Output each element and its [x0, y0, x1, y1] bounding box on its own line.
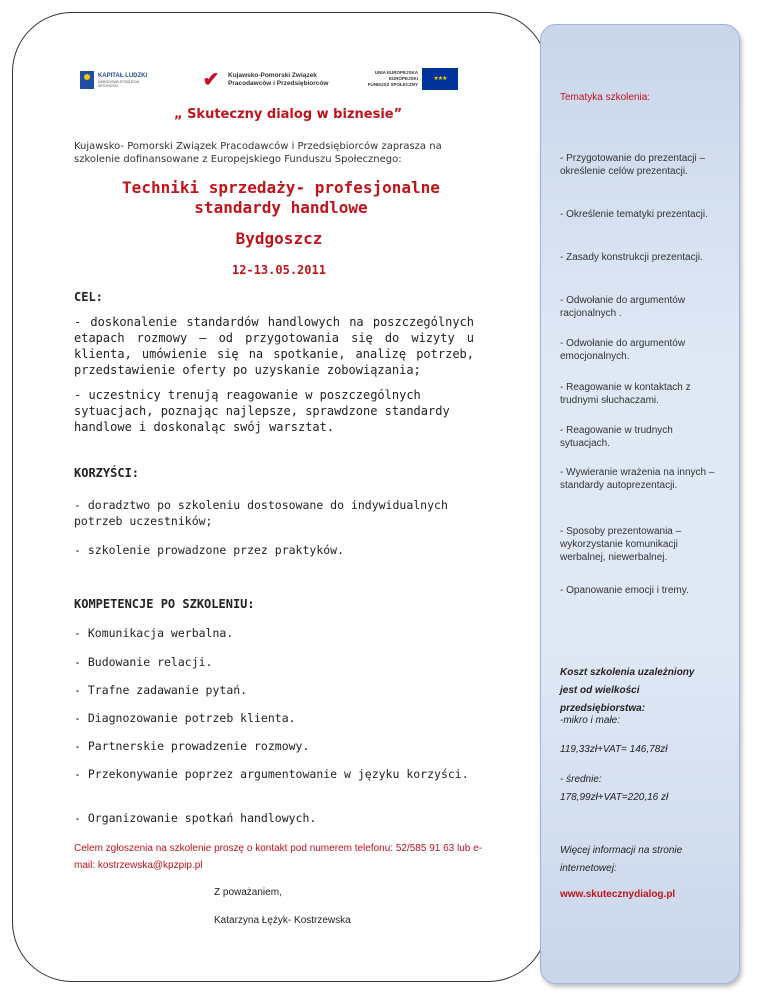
eu-logo	[366, 64, 460, 94]
regards: Z poważaniem,	[214, 887, 282, 898]
topic-item: - Odwołanie do argumentów emocjonalnych.	[560, 338, 686, 362]
kpzpip-text-line2: Pracodawców i Przedsiębiorców	[228, 80, 329, 87]
kompetencje-item: - Organizowanie spotkań handlowych.	[74, 811, 317, 825]
kapital-ludzki-text: KAPITAŁ LUDZKI	[97, 72, 148, 79]
cel-paragraph-1: - doskonalenie standardów handlowych na poszczególnych etapach rozmowy – od przygotowania się do wizyty u klienta, umówienie się na spotkanie, analizę potrzeb, przedstawienie oferty po uzyskanie zobowiązania;	[74, 315, 474, 377]
kompetencje-item: - Diagnozowanie potrzeb klienta.	[74, 711, 296, 725]
logo-bar	[80, 64, 460, 98]
korzysci-paragraph-2: - szkolenie prowadzone przez praktyków.	[74, 543, 345, 557]
training-date: 12-13.05.2011	[232, 263, 326, 277]
topic-item: - Określenie tematyki prezentacji.	[560, 209, 708, 220]
kpzpip-logo	[198, 64, 348, 96]
topic-item: - Opanowanie emocji i tremy.	[560, 585, 689, 596]
eu-text-line3: FUNDUSZ SPOŁECZNY	[367, 82, 418, 87]
korzysci-paragraph-1: - doradztwo po szkoleniu dostosowane do indywidualnych potrzeb uczestników;	[74, 498, 448, 528]
topic-item: - Przygotowanie do prezentacji – określenie celów prezentacji.	[560, 153, 706, 177]
kompetencje-item: - Trafne zadawanie pytań.	[74, 683, 248, 697]
kapital-ludzki-subtext: NARODOWA STRATEGIA SPÓJNOŚCI	[97, 79, 139, 88]
kompetencje-item: - Przekonywanie poprzez argumentowanie w języku korzyści.	[74, 767, 469, 781]
intro-text: Kujawsko- Pomorski Związek Pracodawców i Przedsiębiorców zaprasza na szkolenie dofinansowane z Europejskiego Funduszu Społecznego:	[74, 141, 442, 165]
more-info-text: Więcej informacji na stronie internetowej:	[560, 845, 683, 874]
training-city: Bydgoszcz	[235, 229, 323, 248]
cost-title: Koszt szkolenia uzależniony jest od wielkości przedsiębiorstwa:	[560, 667, 695, 714]
cel-paragraph-2: - uczestnicy trenują reagowanie w poszczególnych sytuacjach, poznając najlepsze, sprawdzone standardy handlowe i doskonaląc swój warsztat.	[74, 388, 450, 434]
kompetencje-item: - Partnerskie prowadzenie rozmowy.	[74, 739, 310, 753]
cel-heading: CEL:	[74, 290, 103, 304]
eu-logo-text	[366, 70, 418, 88]
kompetencje-item: - Budowanie relacji.	[74, 655, 213, 669]
topic-item: - Sposoby prezentowania – wykorzystanie komunikacji werbalnej, niewerbalnej.	[560, 526, 682, 563]
kpzpip-mark-icon: ✔	[202, 69, 220, 91]
cost-medium-label: - średnie:	[560, 774, 602, 785]
cost-small-value: 119,33zł+VAT= 146,78zł	[560, 744, 668, 755]
eu-flag-icon: ★★★	[422, 68, 458, 90]
topic-item: - Wywieranie wrażenia na innych – standardy autoprezentacji.	[560, 467, 715, 491]
kapital-ludzki-logo	[80, 66, 160, 94]
cost-medium-value: 178,99zł+VAT=220,16 zł	[560, 792, 669, 803]
sidebar-title: Tematyka szkolenia:	[560, 92, 651, 103]
website-link[interactable]: www.skutecznydialog.pl	[560, 889, 676, 900]
cost-small-label: -mikro i małe:	[560, 715, 621, 726]
topic-item: - Reagowanie w trudnych sytuacjach.	[560, 425, 673, 449]
topic-item: - Odwołanie do argumentów racjonalnych .	[560, 295, 686, 319]
kompetencje-item: - Komunikacja werbalna.	[74, 626, 234, 640]
topic-item: - Zasady konstrukcji prezentacji.	[560, 252, 703, 263]
topic-item: - Reagowanie w kontaktach z trudnymi słuchaczami.	[560, 382, 691, 406]
eu-text-line1: UNIA EUROPEJSKA	[374, 70, 418, 75]
signature: Katarzyna Łężyk- Kostrzewska	[214, 915, 351, 926]
training-title: Techniki sprzedaży- profesjonalne standardy handlowe	[122, 178, 440, 217]
contact-info: Celem zgłoszenia na szkolenie proszę o kontakt pod numerem telefonu: 52/585 91 63 lub e-mail: kostrzewska@kpzpip.pl	[74, 843, 483, 871]
korzysci-heading: KORZYŚCI:	[74, 466, 140, 480]
kapital-ludzki-flag-icon	[80, 71, 94, 89]
kpzpip-text-line1: Kujawsko-Pomorski Związek	[228, 72, 317, 79]
campaign-subtitle: „ Skuteczny dialog w biznesie”	[174, 107, 403, 122]
kompetencje-heading: KOMPETENCJE PO SZKOLENIU:	[74, 597, 255, 611]
eu-text-line2: EUROPEJSKI	[388, 76, 418, 81]
